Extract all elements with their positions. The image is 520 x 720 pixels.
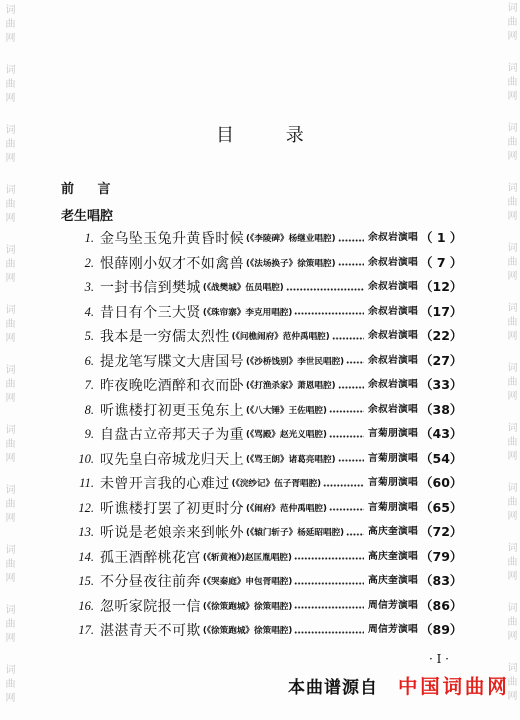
dot-leader bbox=[323, 484, 364, 487]
entry-page: （43） bbox=[420, 426, 463, 441]
entry-number: 8. bbox=[84, 402, 94, 417]
entry-number: 5. bbox=[84, 329, 94, 343]
entry-page: （17） bbox=[420, 303, 463, 319]
entry-main bbox=[100, 373, 366, 398]
toc-entry bbox=[0, 300, 520, 325]
entry-main bbox=[100, 324, 366, 349]
entry-number: 10. bbox=[78, 451, 94, 466]
dot-leader bbox=[332, 337, 364, 340]
entry-main bbox=[100, 618, 366, 643]
entry-title: 听谯楼打罢了初更时分 bbox=[100, 500, 244, 517]
entry-page: （60） bbox=[420, 475, 463, 490]
entry-number: 16. bbox=[78, 598, 94, 613]
watermark-text: 词曲网 bbox=[505, 242, 516, 284]
dot-leader bbox=[346, 533, 364, 536]
entry-main bbox=[100, 496, 366, 521]
entry-main bbox=[100, 275, 366, 300]
entry-performer: 余叔岩演唱 bbox=[368, 305, 418, 317]
watermark-text: 词曲网 bbox=[3, 4, 14, 46]
entry-page: （27） bbox=[420, 352, 463, 368]
entry-number: 15. bbox=[78, 574, 94, 588]
watermark-text: 词曲网 bbox=[3, 484, 14, 526]
entry-source: (《法场换子》徐策唱腔) bbox=[246, 258, 336, 269]
entry-title: 我本是一穷儒太烈性 bbox=[100, 329, 230, 346]
entry-performer: 余叔岩演唱 bbox=[368, 403, 418, 415]
toc-entry bbox=[0, 349, 520, 374]
entry-number: 2. bbox=[84, 255, 94, 270]
entry-title: 湛湛青天不可欺 bbox=[100, 623, 201, 640]
watermark-text: 词曲网 bbox=[3, 184, 14, 226]
dot-leader bbox=[338, 386, 365, 389]
watermark-text: 词曲网 bbox=[3, 424, 14, 466]
toc-entry bbox=[0, 545, 520, 570]
entry-source: (《问樵闹府》范仲禹唱腔) bbox=[231, 332, 330, 343]
toc-entry bbox=[0, 251, 520, 276]
entry-performer: 高庆奎演唱 bbox=[368, 526, 418, 537]
entry-main bbox=[100, 447, 366, 472]
entry-main bbox=[100, 594, 366, 619]
entry-page: （89） bbox=[420, 622, 463, 637]
entry-page: （ 1 ） bbox=[420, 230, 463, 245]
dot-leader bbox=[329, 435, 364, 438]
entry-number: 17. bbox=[78, 623, 94, 637]
entry-title: 听谯楼打初更玉兔东上 bbox=[100, 402, 244, 419]
dot-leader bbox=[329, 508, 364, 511]
entry-number: 13. bbox=[78, 525, 94, 539]
entry-title: 提龙笔写牒文大唐国号 bbox=[100, 353, 244, 370]
entry-source: (《斩黄袍》)赵匡胤唱腔) bbox=[202, 552, 292, 563]
entry-main bbox=[100, 471, 366, 496]
entry-source: (《哭秦庭》申包胥唱腔) bbox=[202, 577, 293, 588]
entry-source: (《辕门斩子》杨延昭唱腔) bbox=[246, 528, 345, 539]
watermark-text: 词曲网 bbox=[3, 64, 14, 106]
toc-entry bbox=[0, 520, 520, 545]
entry-number: 14. bbox=[78, 549, 94, 564]
entry-source: (《战樊城》伍员唱腔) bbox=[202, 283, 284, 294]
toc-entry bbox=[0, 422, 520, 447]
page-title: 目 录 bbox=[216, 125, 304, 146]
entry-page: （65） bbox=[420, 499, 463, 515]
entry-performer: 高庆奎演唱 bbox=[368, 575, 418, 586]
dot-leader bbox=[294, 312, 364, 315]
toc-entry bbox=[0, 447, 520, 472]
entry-performer: 余叔岩演唱 bbox=[368, 354, 418, 366]
watermark-text: 词曲网 bbox=[505, 662, 516, 704]
entry-title: 金乌坠玉兔升黄昏时候 bbox=[100, 231, 244, 248]
watermark-text: 词曲网 bbox=[505, 2, 516, 44]
dot-leader bbox=[338, 239, 365, 242]
entry-number: 7. bbox=[84, 378, 94, 392]
entry-number: 6. bbox=[84, 353, 94, 368]
dot-leader bbox=[294, 606, 364, 609]
watermark-text: 词曲网 bbox=[3, 364, 14, 406]
watermark-text: 词曲网 bbox=[505, 62, 516, 104]
toc-list bbox=[0, 226, 520, 643]
entry-page: （54） bbox=[420, 450, 463, 466]
entry-performer: 余叔岩演唱 bbox=[368, 281, 418, 292]
entry-performer: 余叔岩演唱 bbox=[368, 256, 418, 268]
watermark-text: 词曲网 bbox=[505, 362, 516, 404]
dot-leader bbox=[294, 557, 364, 560]
watermark-text: 词曲网 bbox=[505, 602, 516, 644]
entry-source: (《八大锤》王佐唱腔) bbox=[246, 405, 327, 416]
entry-performer: 言菊朋演唱 bbox=[368, 501, 418, 513]
entry-source: (《打渔杀家》萧恩唱腔) bbox=[246, 381, 336, 392]
watermark-text: 词曲网 bbox=[3, 604, 14, 646]
entry-main bbox=[100, 569, 366, 594]
dot-leader bbox=[286, 288, 364, 291]
watermark-text: 词曲网 bbox=[505, 542, 516, 584]
entry-title: 忽听家院报一信 bbox=[100, 598, 201, 615]
footer-site-name: 中国词曲网 bbox=[398, 675, 510, 698]
watermark-text: 词曲网 bbox=[505, 482, 516, 524]
entry-page: （33） bbox=[420, 377, 463, 392]
toc-entry bbox=[0, 594, 520, 619]
entry-title: 昔日有个三大贤 bbox=[100, 304, 201, 321]
entry-number: 4. bbox=[84, 304, 94, 319]
watermark-text: 词曲网 bbox=[505, 122, 516, 164]
entry-page: （ 7 ） bbox=[420, 254, 463, 270]
dot-leader bbox=[329, 410, 364, 413]
entry-page: （22） bbox=[420, 328, 463, 343]
footer-source-label: 本曲谱源自 bbox=[288, 678, 378, 698]
toc-entry bbox=[0, 569, 520, 594]
entry-title: 自盘古立帝邦天子为重 bbox=[100, 427, 244, 444]
toc-entry bbox=[0, 496, 520, 521]
toc-entry bbox=[0, 373, 520, 398]
entry-number: 11. bbox=[79, 476, 94, 490]
entry-page: （79） bbox=[420, 548, 463, 564]
entry-title: 孤王酒醉桃花宫 bbox=[100, 549, 201, 566]
toc-entry bbox=[0, 618, 520, 643]
entry-title: 听说是老娘亲来到帐外 bbox=[100, 525, 244, 542]
dot-leader bbox=[338, 263, 365, 266]
entry-source: (《珠帘寨》李克用唱腔) bbox=[202, 307, 293, 318]
entry-main bbox=[100, 349, 366, 374]
watermark-text: 词曲网 bbox=[3, 664, 14, 706]
entry-source: (《沙桥饯别》李世民唱腔) bbox=[246, 356, 345, 367]
watermark-text: 词曲网 bbox=[505, 182, 516, 224]
entry-performer: 余叔岩演唱 bbox=[368, 232, 418, 243]
section-heading: 老生唱腔 bbox=[61, 209, 114, 224]
entry-number: 3. bbox=[84, 280, 94, 294]
toc-entry bbox=[0, 398, 520, 423]
entry-number: 12. bbox=[78, 500, 94, 515]
entry-title: 不分昼夜往前奔 bbox=[100, 574, 201, 591]
entry-performer: 余叔岩演唱 bbox=[368, 379, 418, 390]
entry-number: 1. bbox=[84, 231, 94, 245]
page-number: · I · bbox=[429, 652, 449, 666]
dot-leader bbox=[294, 582, 364, 585]
entry-main bbox=[100, 226, 366, 251]
entry-title: 未曾开言我的心难过 bbox=[100, 476, 230, 493]
entry-page: （38） bbox=[420, 401, 463, 417]
entry-source: (《闹府》范仲禹唱腔) bbox=[246, 503, 327, 514]
entry-number: 9. bbox=[84, 427, 94, 441]
entry-main bbox=[100, 251, 366, 276]
entry-source: (《徐策跑城》徐策唱腔) bbox=[202, 601, 293, 612]
entry-main bbox=[100, 422, 366, 447]
entry-page: （86） bbox=[420, 597, 463, 613]
watermark-text: 词曲网 bbox=[3, 124, 14, 166]
entry-source: (《骂王朗》诸葛亮唱腔) bbox=[246, 454, 336, 465]
entry-performer: 言菊朋演唱 bbox=[368, 452, 418, 464]
dot-leader bbox=[294, 631, 364, 634]
watermark-text: 词曲网 bbox=[505, 422, 516, 464]
watermark-text: 词曲网 bbox=[3, 544, 14, 586]
toc-entry bbox=[0, 275, 520, 300]
watermark-text: 词曲网 bbox=[3, 304, 14, 346]
entry-main bbox=[100, 520, 366, 545]
entry-main bbox=[100, 545, 366, 570]
watermark-text: 词曲网 bbox=[3, 244, 14, 286]
entry-title: 一封书信到樊城 bbox=[100, 280, 201, 297]
dot-leader bbox=[346, 361, 364, 364]
entry-performer: 言菊朋演唱 bbox=[368, 428, 418, 439]
entry-main bbox=[100, 398, 366, 423]
entry-page: （72） bbox=[420, 524, 463, 539]
entry-performer: 周信芳演唱 bbox=[368, 599, 418, 611]
entry-performer: 言菊朋演唱 bbox=[368, 477, 418, 488]
entry-performer: 周信芳演唱 bbox=[368, 624, 418, 635]
toc-entry bbox=[0, 471, 520, 496]
entry-page: （12） bbox=[420, 279, 463, 294]
toc-entry bbox=[0, 324, 520, 349]
entry-main bbox=[100, 300, 366, 325]
toc-entry bbox=[0, 226, 520, 251]
entry-title: 叹先皇白帝城龙归天上 bbox=[100, 451, 244, 468]
entry-title: 昨夜晚吃酒醉和衣而卧 bbox=[100, 378, 244, 395]
entry-page: （83） bbox=[420, 573, 463, 588]
entry-title: 恨薛刚小奴才不如禽兽 bbox=[100, 255, 244, 272]
entry-performer: 高庆奎演唱 bbox=[368, 550, 418, 562]
entry-source: (《浣纱记》伍子胥唱腔) bbox=[231, 479, 322, 490]
entry-source: (《骂殿》赵光义唱腔) bbox=[246, 430, 327, 441]
watermark-text: 词曲网 bbox=[505, 302, 516, 344]
dot-leader bbox=[338, 459, 365, 462]
entry-source: (《李陵碑》杨继业唱腔) bbox=[246, 234, 336, 245]
preface-heading: 前 言 bbox=[61, 182, 111, 197]
entry-performer: 余叔岩演唱 bbox=[368, 330, 418, 341]
entry-source: (《徐策跑城》徐策唱腔) bbox=[202, 626, 293, 637]
